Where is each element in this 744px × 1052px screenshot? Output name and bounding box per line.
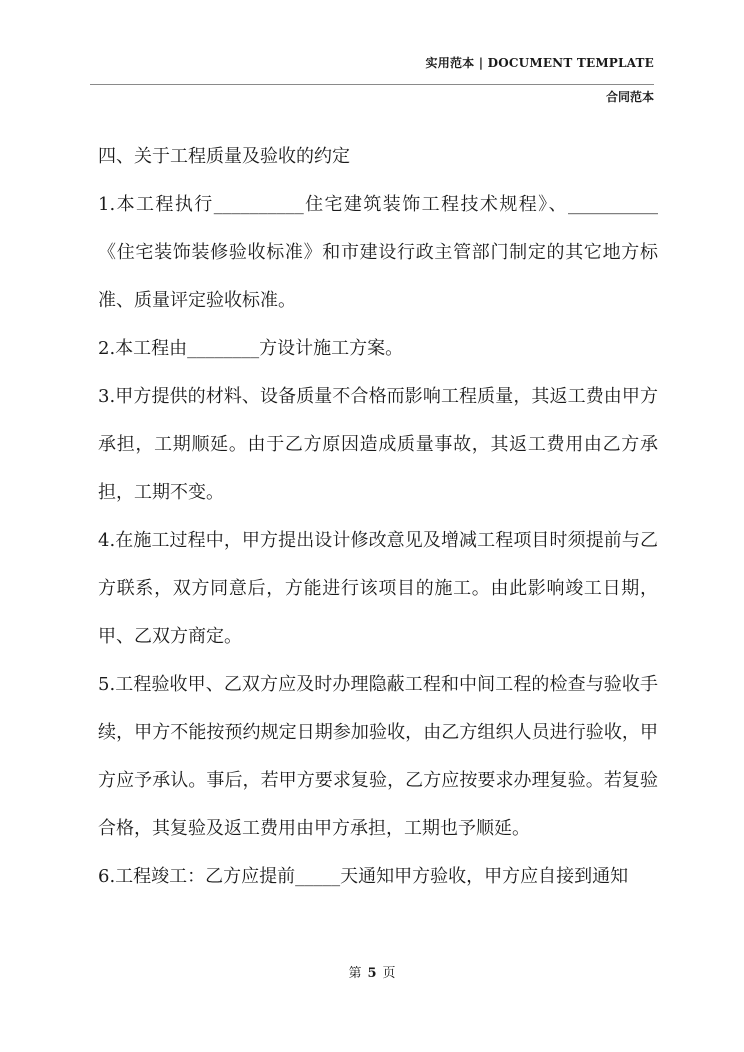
clause-2: 2.本工程由________方设计施工方案。 — [98, 338, 404, 359]
header-title: 实用范本 | DOCUMENT TEMPLATE — [425, 56, 654, 70]
page-number: 5 — [367, 966, 377, 981]
header-subtitle: 合同范本 — [605, 90, 654, 104]
page-header — [0, 0, 744, 110]
clause-5: 5.工程验收甲、乙双方应及时办理隐蔽工程和中间工程的检查与验收手续，甲方不能按预约规定日期参加验收，由乙方组织人员进行验收，甲方应予承认。事后，若甲方要求复验，乙方应按要求办理复验。若复验合格，其复验及返工费用由甲方承担，工期也予顺延。 — [98, 674, 658, 839]
clause-1: 1.本工程执行__________住宅建筑装饰工程技术规程》、__________《住宅装饰装修验收标准》和市建设行政主管部门制定的其它地方标准、质量评定验收标准。 — [98, 194, 658, 311]
clause-6: 6.工程竣工：乙方应提前_____天通知甲方验收，甲方应自接到通知 — [98, 866, 629, 887]
clause-3: 3.甲方提供的材料、设备质量不合格而影响工程质量，其返工费由甲方承担，工期顺延。由于乙方原因造成质量事故，其返工费用由乙方承担，工期不变。 — [98, 386, 658, 503]
page-number-suffix: 页 — [382, 966, 396, 981]
clause-4: 4.在施工过程中，甲方提出设计修改意见及增减工程项目时须提前与乙方联系，双方同意后，方能进行该项目的施工。由此影响竣工日期，甲、乙双方商定。 — [98, 530, 658, 647]
page-footer — [0, 962, 744, 981]
page-number-prefix: 第 — [348, 966, 362, 981]
document-body — [98, 133, 658, 901]
section-title: 四、关于工程质量及验收的约定 — [98, 146, 350, 167]
header-divider — [90, 84, 654, 85]
